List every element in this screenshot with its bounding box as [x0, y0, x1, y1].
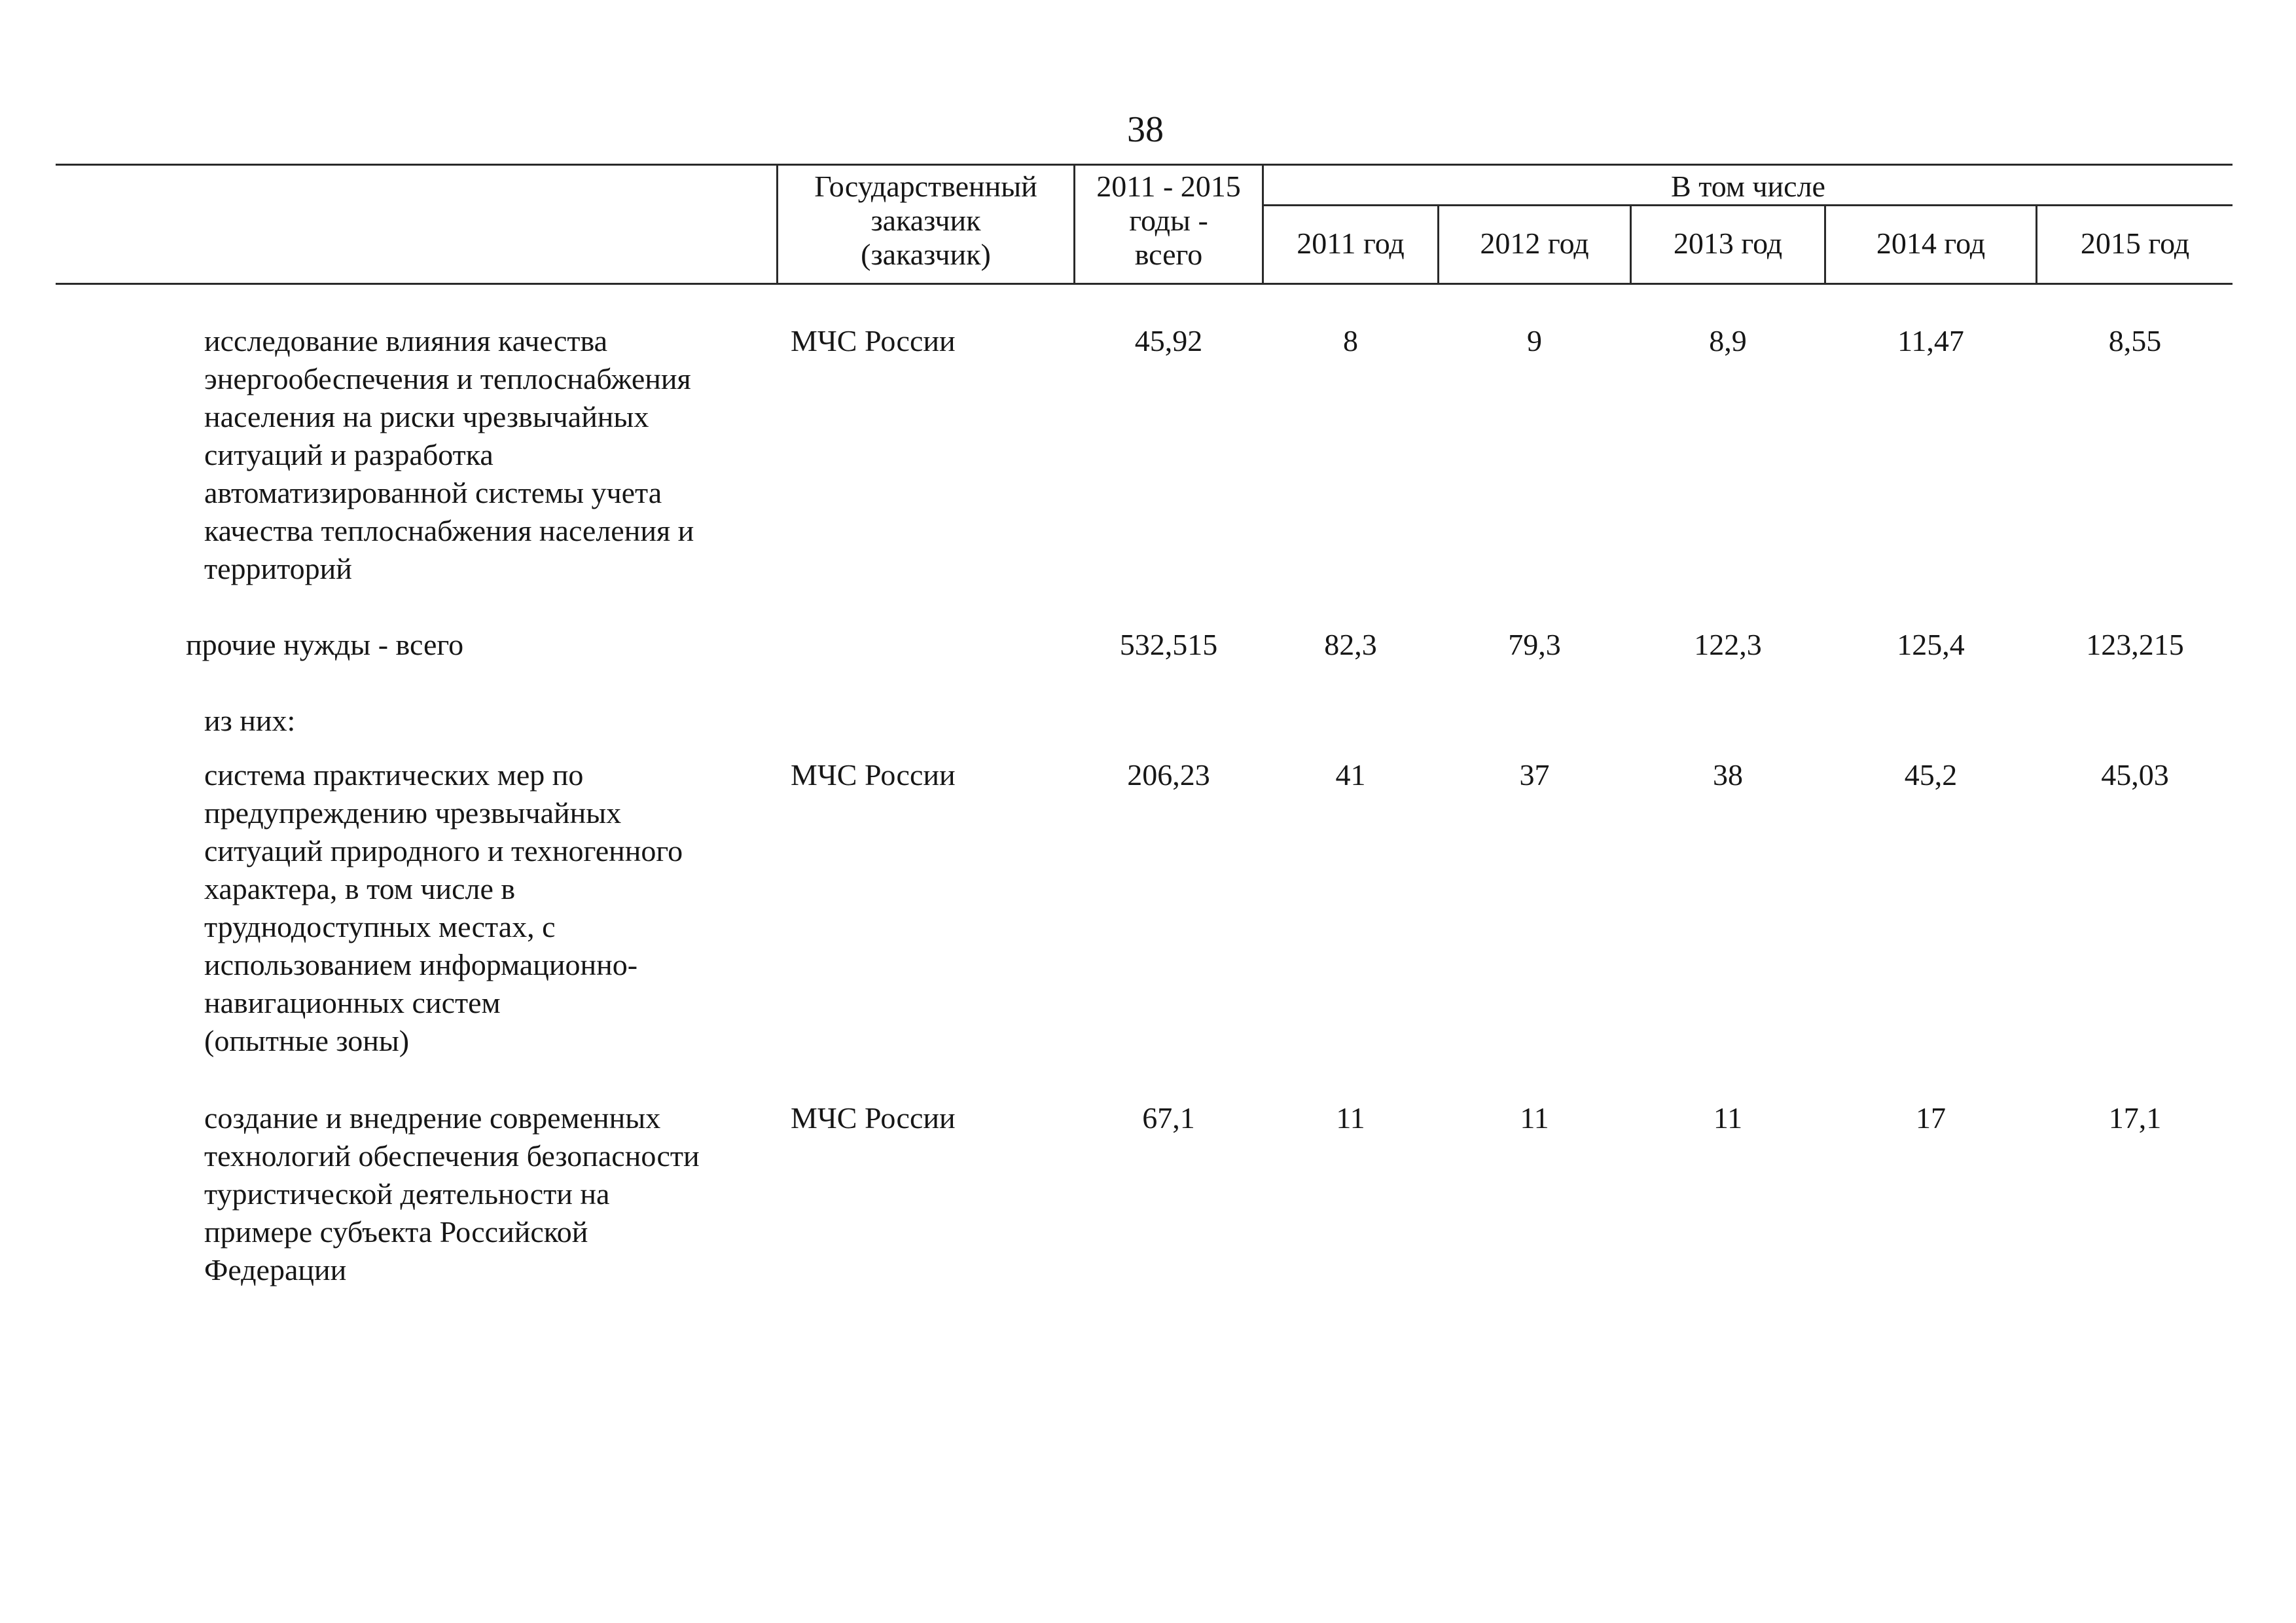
row-value-2011: 82,3 — [1324, 628, 1377, 661]
row-value-2011: 8 — [1343, 324, 1358, 357]
row-customer: МЧС России — [791, 758, 956, 792]
header-year: 2015 год — [2080, 227, 2190, 260]
row-value-2014: 125,4 — [1897, 628, 1965, 661]
subheader-rule — [1262, 204, 2233, 206]
row-name: система практических мер по предупреждению чрезвычайных ситуаций природного и техногенного характера, в том числе в труднодоступных местах, с использованием информационно- навигационных систем (опытные зоны) — [204, 758, 683, 1057]
header-total: 2011 - 2015 годы - всего — [1096, 170, 1241, 271]
header-year: 2014 год — [1876, 227, 1986, 260]
row-value-2015: 123,215 — [2086, 628, 2184, 661]
header-year: 2011 год — [1297, 227, 1405, 260]
row-value-2013: 11 — [1713, 1101, 1743, 1135]
row-value-2012: 37 — [1519, 758, 1550, 792]
row-value-2011: 11 — [1336, 1101, 1365, 1135]
row-value-2012: 11 — [1520, 1101, 1549, 1135]
row-total: 67,1 — [1142, 1101, 1195, 1135]
header-year: 2012 год — [1480, 227, 1589, 260]
page-number: 38 — [1127, 109, 1164, 150]
row-value-2015: 8,55 — [2108, 324, 2162, 357]
row-total: 206,23 — [1127, 758, 1210, 792]
row-value-2013: 122,3 — [1694, 628, 1762, 661]
header-including: В том числе — [1671, 170, 1825, 203]
row-customer: МЧС России — [791, 324, 956, 357]
header-customer: Государственный заказчик (заказчик) — [814, 170, 1037, 271]
row-value-2014: 45,2 — [1904, 758, 1958, 792]
row-value-2014: 17 — [1916, 1101, 1946, 1135]
row-value-2013: 8,9 — [1709, 324, 1747, 357]
row-name: создание и внедрение современных технологий обеспечения безопасности туристической деятельности на примере субъекта Российской Федерации — [204, 1101, 700, 1286]
row-value-2012: 9 — [1527, 324, 1542, 357]
header-year: 2013 год — [1673, 227, 1783, 260]
row-customer: МЧС России — [791, 1101, 956, 1135]
row-subheading: из них: — [204, 704, 296, 737]
row-value-2012: 79,3 — [1508, 628, 1561, 661]
row-value-2015: 45,03 — [2101, 758, 2169, 792]
row-total: 532,515 — [1119, 628, 1218, 661]
row-value-2014: 11,47 — [1897, 324, 1964, 357]
row-value-2013: 38 — [1713, 758, 1743, 792]
row-total: 45,92 — [1134, 324, 1203, 357]
row-name: исследование влияния качества энергообеспечения и теплоснабжения населения на риски чрезвычайных ситуаций и разработка автоматизированной системы учета качества теплоснабжения населения и территорий — [204, 324, 694, 585]
row-value-2015: 17,1 — [2108, 1101, 2162, 1135]
header-bottom-rule — [56, 283, 2233, 285]
row-value-2011: 41 — [1335, 758, 1366, 792]
row-name: прочие нужды - всего — [186, 628, 464, 661]
header-top-rule — [56, 164, 2233, 166]
